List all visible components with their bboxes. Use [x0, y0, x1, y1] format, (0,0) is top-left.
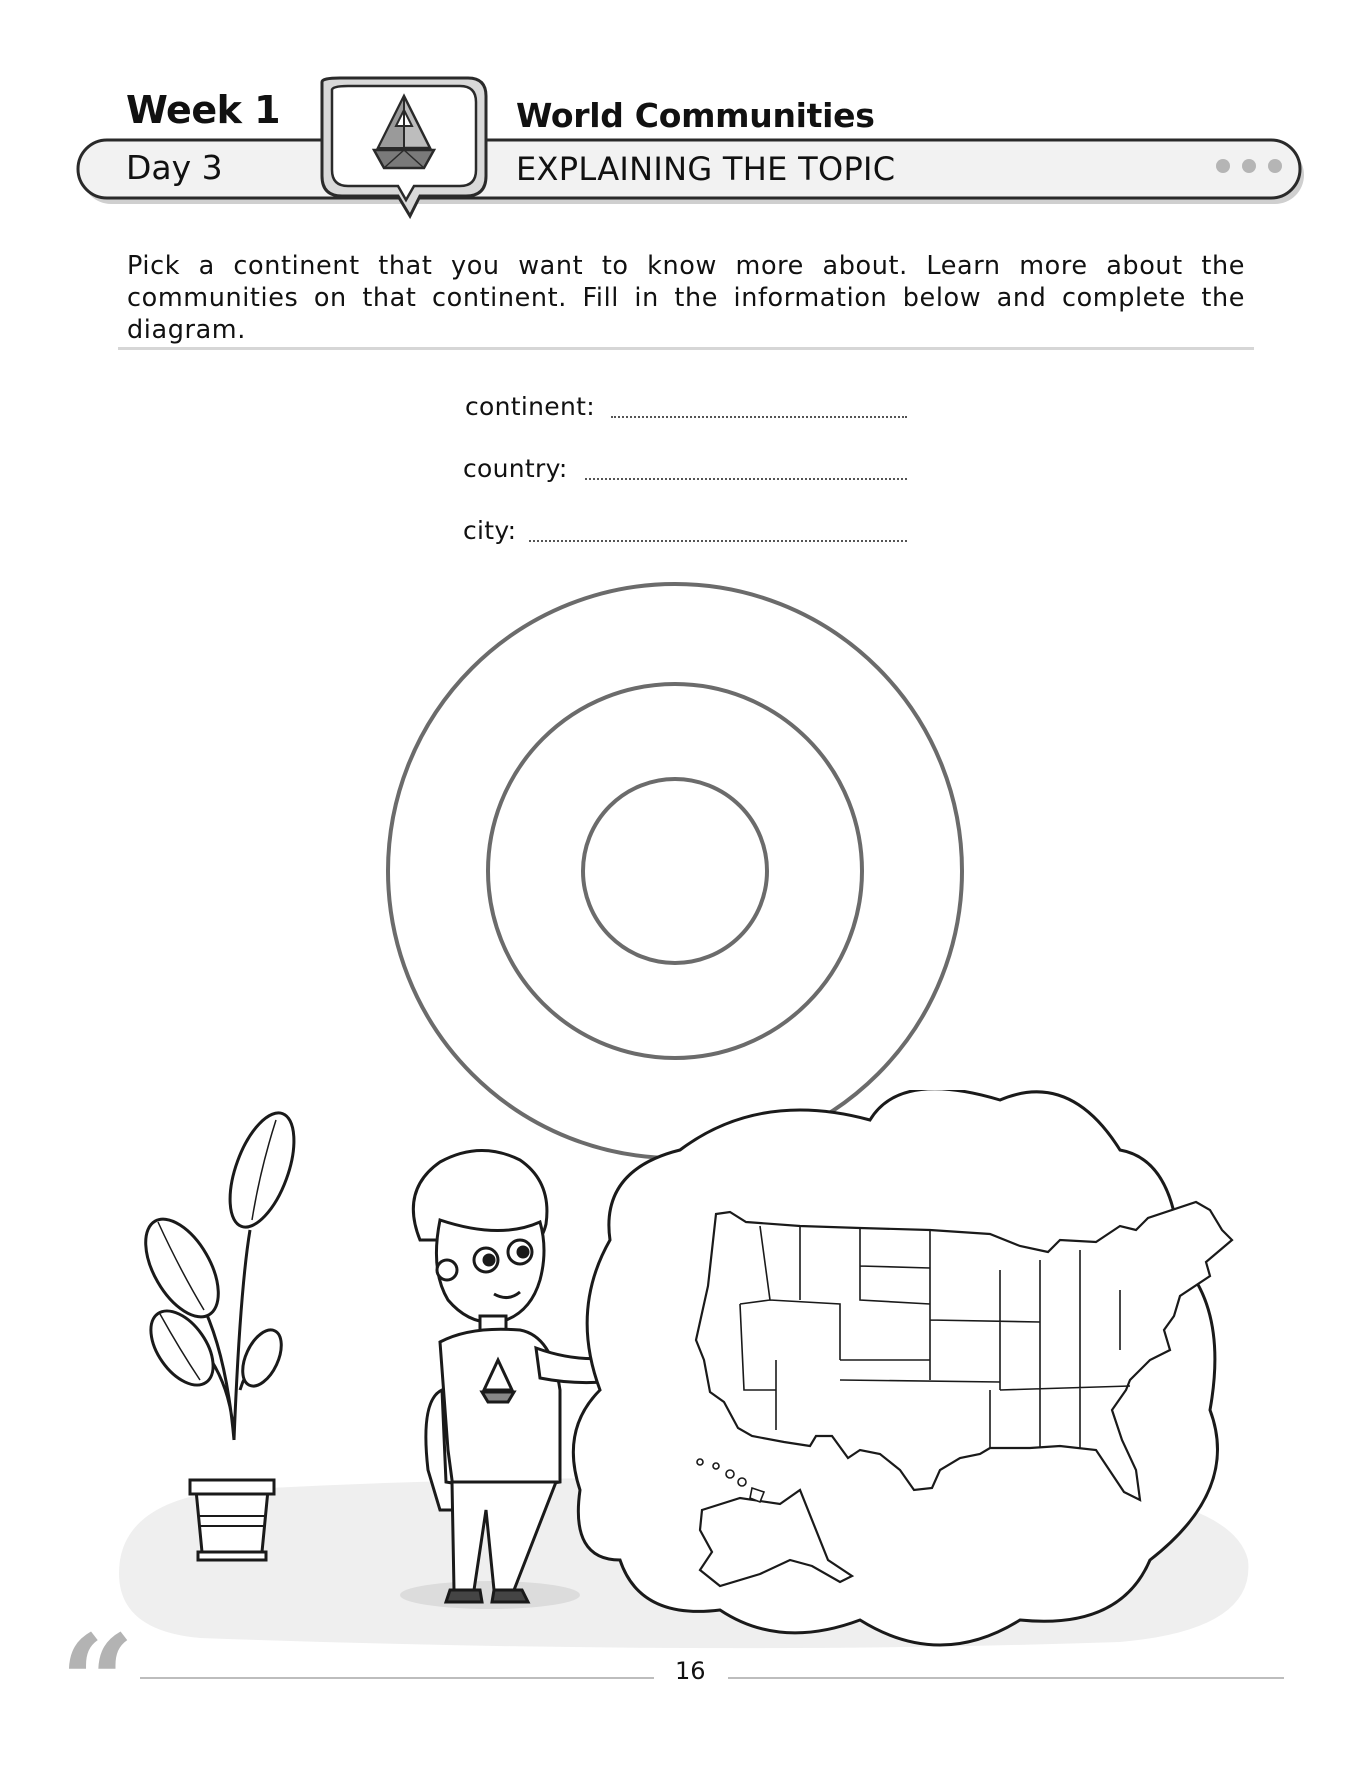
illustration-scene	[0, 1090, 1360, 1650]
middle-ring[interactable]	[488, 684, 862, 1058]
outer-ring[interactable]	[388, 584, 962, 1158]
concentric-circles-diagram	[380, 576, 980, 1166]
country-label: country:	[463, 454, 568, 483]
continent-answer-line[interactable]	[611, 416, 907, 418]
quote-mark-icon: “	[60, 1606, 135, 1759]
week-label: Week 1	[126, 88, 281, 132]
city-answer-line[interactable]	[529, 540, 907, 542]
city-field[interactable]	[463, 516, 925, 548]
footer-rule-right	[728, 1677, 1284, 1679]
continent-label: continent:	[465, 392, 595, 421]
inner-ring[interactable]	[583, 779, 767, 963]
topic-label: EXPLAINING THE TOPIC	[516, 150, 896, 188]
continent-field[interactable]	[465, 392, 925, 424]
page-number: 16	[675, 1657, 706, 1685]
more-dots-icon[interactable]	[1216, 159, 1282, 173]
section-divider	[118, 347, 1254, 350]
city-label: city:	[463, 516, 517, 545]
logo-badge	[322, 78, 486, 216]
instructions-text: Pick a continent that you want to know more about. Learn more about the communities on that continent. Fill in the information below and complete the diagram.	[127, 251, 1245, 345]
subject-title: World Communities	[516, 96, 875, 135]
country-answer-line[interactable]	[585, 478, 907, 480]
day-label: Day 3	[126, 148, 223, 187]
country-field[interactable]	[463, 454, 925, 486]
footer-rule-left	[140, 1677, 654, 1679]
